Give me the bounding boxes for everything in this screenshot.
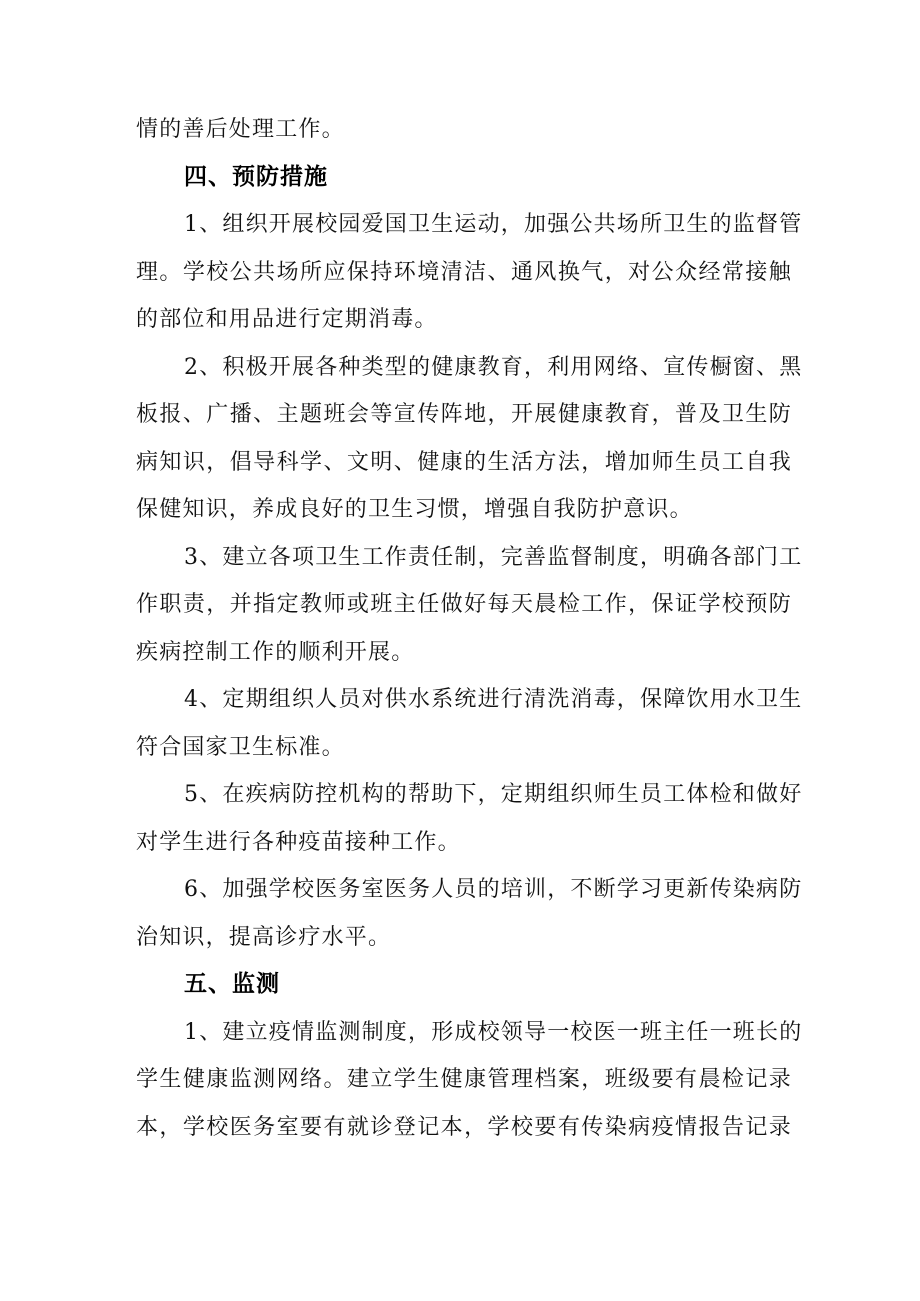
document-body (136, 106, 803, 1151)
paragraph-line: 1、组织开展校园爱国卫生运动，加强公共场所卫生的监督管 (184, 212, 803, 237)
continuation-line: 情的善后处理工作。 (136, 117, 345, 142)
paragraph-line: 对学生进行各种疫苗接种工作。 (136, 829, 461, 855)
paragraph-line: 的部位和用品进行定期消毒。 (136, 307, 438, 332)
paragraph-line: 作职责，并指定教师或班主任做好每天晨检工作，保证学校预防 (136, 592, 792, 617)
paragraph-prevention-1 (136, 201, 803, 344)
paragraph-prevention-6 (136, 866, 803, 961)
paragraph-line: 理。学校公共场所应保持环境清洁、通风换气，对公众经常接触 (136, 259, 792, 285)
paragraph-line: 符合国家卫生标准。 (136, 734, 345, 760)
section-heading-prevention: 四、预防措施 (184, 163, 328, 190)
paragraph-line: 病知识，倡导科学、文明、健康的生活方法，增加师生员工自我 (136, 449, 792, 475)
paragraph-line: 板报、广播、主题班会等宣传阵地，开展健康教育，普及卫生防 (136, 402, 792, 427)
paragraph-monitoring-1 (136, 1009, 803, 1152)
paragraph-line: 1、建立疫情监测制度，形成校领导一校医一班主任一班长的 (184, 1019, 803, 1045)
paragraph-prevention-2 (136, 344, 803, 534)
paragraph-prevention-4 (136, 676, 803, 771)
paragraph-prevention-3 (136, 534, 803, 677)
paragraph-line: 保健知识，养成良好的卫生习惯，增强自我防护意识。 (136, 497, 693, 522)
paragraph-line: 5、在疾病防控机构的帮助下，定期组织师生员工体检和做好 (184, 782, 803, 807)
paragraph-line: 4、定期组织人员对供水系统进行清洗消毒，保障饮用水卫生 (184, 687, 803, 712)
paragraph-line: 3、建立各项卫生工作责任制，完善监督制度，明确各部门工 (184, 544, 803, 570)
paragraph-line: 6、加强学校医务室医务人员的培训，不断学习更新传染病防 (184, 877, 803, 902)
paragraph-line: 本，学校医务室要有就诊登记本，学校要有传染病疫情报告记录 (136, 1114, 792, 1140)
paragraph-prevention-5 (136, 771, 803, 866)
section-heading-monitoring: 五、监测 (184, 971, 280, 997)
paragraph-line: 疾病控制工作的顺利开展。 (136, 639, 415, 665)
paragraph-line: 治知识，提高诊疗水平。 (136, 924, 392, 950)
paragraph-line: 2、积极开展各种类型的健康教育，利用网络、宣传橱窗、黑 (184, 354, 803, 380)
paragraph-line: 学生健康监测网络。建立学生健康管理档案，班级要有晨检记录 (136, 1067, 792, 1092)
